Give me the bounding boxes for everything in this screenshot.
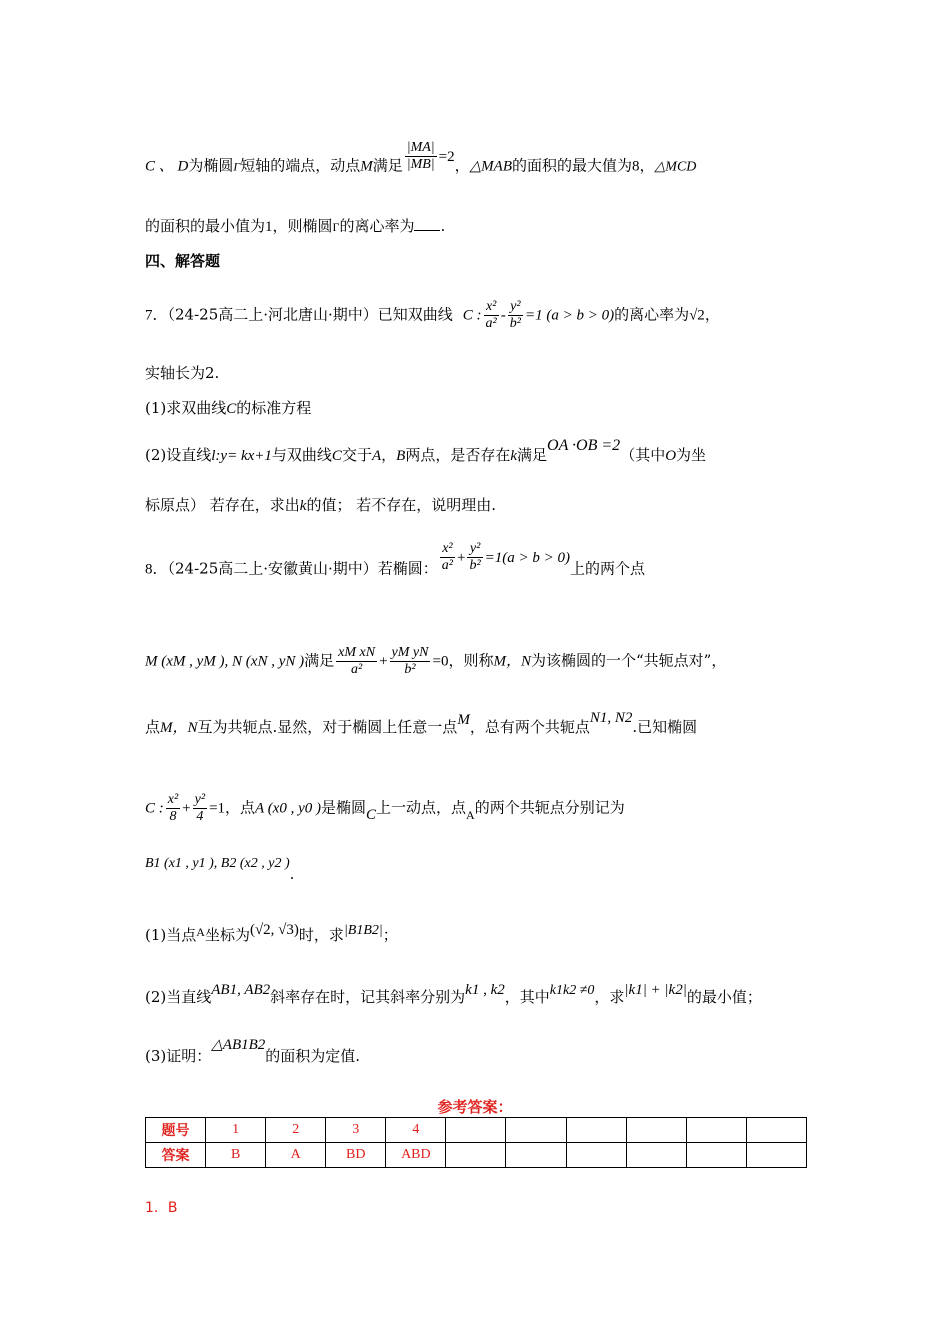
q6-line1: C 、 D为椭圆Γ短轴的端点，动点M满足 $\frac{|MA|}{|MB|}$ =2，△MAB的面积的最大值为8，△MCD <box>145 140 697 175</box>
q7-part2: (2)设直线l:y= kx+1与双曲线C交于A，B两点，是否存在k满足OA ·OB =2（其中O为坐 <box>145 437 707 464</box>
triangle-mab: △MAB <box>469 158 512 175</box>
triangle-mcd: △MCD <box>654 159 697 175</box>
q7-part2-line2: 标原点） 若存在，求出k的值； 若不存在，说明理由. <box>145 496 496 514</box>
q8-part1: (1)当点$^A$坐标为(√2, √3)时，求|B1B2|； <box>145 922 398 944</box>
q8-line2: M (xM , yM ), N (xN , yN )满足 $\frac{\text{xM xN}}{\text{a²}}$ + $\frac{\text{yM yN}}{\text{b²}}$ =0，则称M，N为该椭圆的一个“共轭点对”， <box>145 645 727 677</box>
hyperbola-condition: =1 (a > b > 0) <box>524 307 615 324</box>
ellipse-condition: =1(a > b > 0) <box>484 549 571 566</box>
answer-blank <box>414 216 440 231</box>
q6-line2: 的面积的最小值为1，则椭圆Γ的离心率为 . <box>145 217 446 235</box>
table-row: 题号 1 2 3 4 <box>146 1118 807 1143</box>
q8-part2: (2)当直线AB1, AB2斜率存在时，记其斜率分别为k1 , k2，其中k1k2 ≠0，求|k1| + |k2|的最小值； <box>145 982 762 1006</box>
table-row: 答案 B A BD ABD <box>146 1143 807 1168</box>
q7-line2: 实轴长为2. <box>145 364 220 382</box>
ratio-fraction: $\frac{|MA|}{|MB|}$ <box>406 140 435 172</box>
answer-1: 1．B <box>145 1200 178 1216</box>
points-c-d: C 、 D <box>145 158 189 175</box>
q7-line1: 7．（24-25高二上·河北唐山·期中）已知双曲线 C : $\frac{\text{x²}}{\text{a²}}$ - $\frac{\text{y²}}{\text{b²}}$ =1 (a > b > 0)的离心率为√2， <box>145 299 720 331</box>
q7-part1: (1)求双曲线C的标准方程 <box>145 399 312 417</box>
q8-line1: 8．（24-25高二上·安徽黄山·期中）若椭圆： $\frac{\text{x²}}{\text{a²}}$ + $\frac{\text{y²}}{\text{b²}}$ =1(a > b > 0)上的两个点 <box>145 541 646 578</box>
gamma-symbol: Γ <box>233 159 241 174</box>
section-heading: 四、解答题 <box>145 252 221 270</box>
q8-part3: (3)证明：△AB1B2的面积为定值. <box>145 1037 361 1065</box>
q8-line4: C : $\frac{\text{x²}}{8}$ + $\frac{\text{y²}}{4}$ =1，点A (x0 , y0 )是椭圆C上一动点，点$_A$的两个共轭点分别记为 <box>145 792 625 824</box>
answer-title: 参考答案： <box>437 1098 513 1116</box>
q8-line5: B1 (x1 , y1 ), B2 (x2 , y2 ). <box>145 856 295 883</box>
answer-table <box>145 1117 807 1168</box>
q8-line3: 点M，N互为共轭点.显然，对于椭圆上任意一点M，总有两个共轭点N1, N2.已知椭圆 <box>145 710 698 736</box>
